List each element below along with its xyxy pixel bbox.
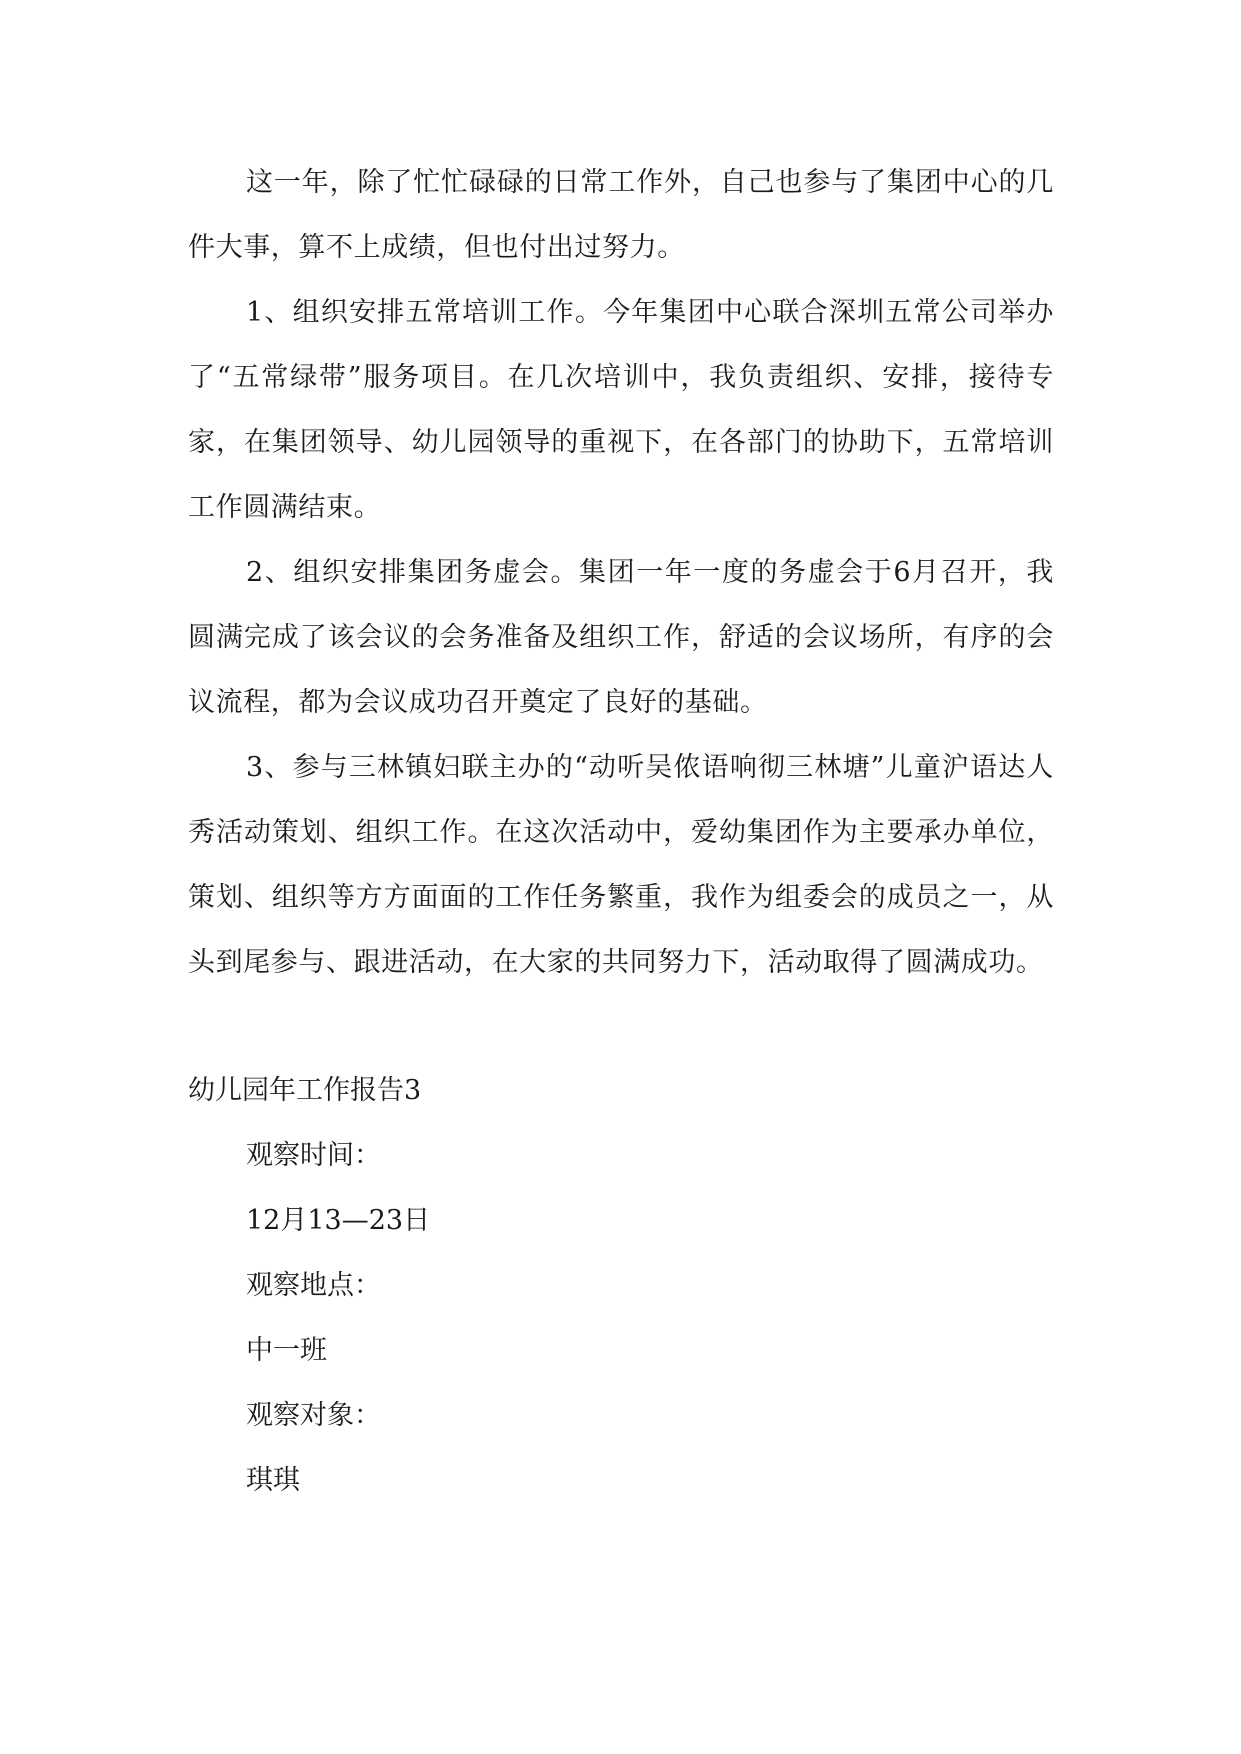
paragraph-item-3: 3、参与三林镇妇联主办的“动听吴侬语响彻三林塘”儿童沪语达人秀活动策划、组织工作。在这次活动中，爱幼集团作为主要承办单位，策划、组织等方方面面的工作任务繁重，我作为组委会的成员之一，从头到尾参与、跟进活动，在大家的共同努力下，活动取得了圆满成功。	[188, 752, 1054, 978]
section-spacer	[188, 995, 1054, 1058]
observation-place-value: 中一班	[246, 1335, 327, 1366]
paragraph-item-2: 2、组织安排集团务虚会。集团一年一度的务虚会于6月召开，我圆满完成了该会议的会务准备及组织工作，舒适的会议场所，有序的会议流程，都为会议成功召开奠定了良好的基础。	[188, 557, 1054, 718]
observation-time-value: 12月13—23日	[246, 1205, 431, 1236]
paragraph-item-1: 1、组织安排五常培训工作。今年集团中心联合深圳五常公司举办了“五常绿带”服务项目。在几次培训中，我负责组织、安排，接待专家，在集团领导、幼儿园领导的重视下，在各部门的协助下，五常培训工作圆满结束。	[188, 297, 1054, 523]
paragraph-intro: 这一年，除了忙忙碌碌的日常工作外，自己也参与了集团中心的几件大事，算不上成绩，但也付出过努力。	[188, 167, 1054, 263]
observation-subject-label: 观察对象：	[246, 1400, 381, 1431]
observation-subject-value: 琪琪	[246, 1465, 300, 1496]
section-title: 幼儿园年工作报告3	[188, 1075, 422, 1106]
document-page	[188, 150, 1054, 1513]
observation-time-label: 观察时间：	[246, 1140, 381, 1171]
observation-place-label: 观察地点：	[246, 1270, 381, 1301]
